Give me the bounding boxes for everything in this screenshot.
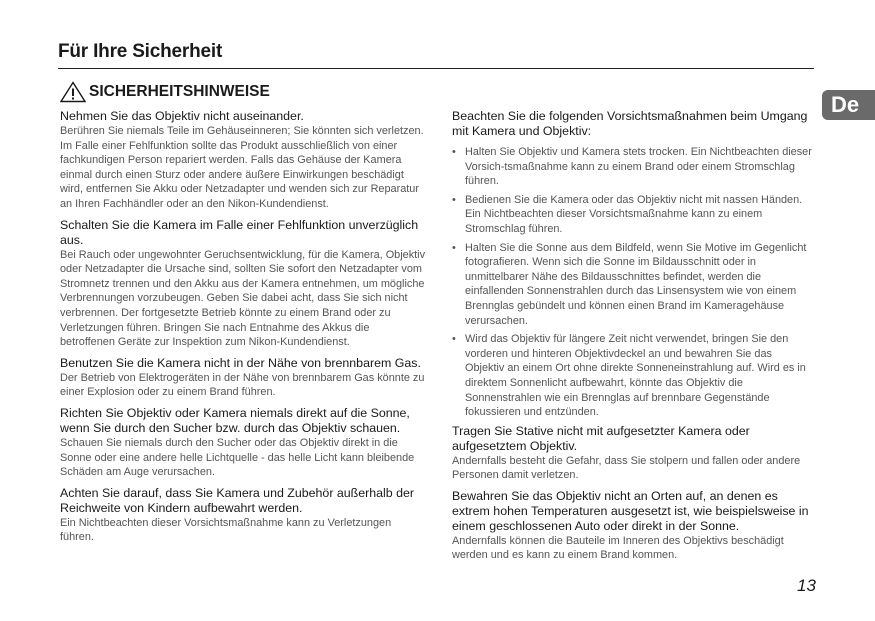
warning-heading: Achten Sie darauf, dass Sie Kamera und Zubehör außerhalb der Reichweite von Kindern aufbewahrt werden. xyxy=(60,485,415,515)
warning-block xyxy=(60,218,426,350)
title-divider xyxy=(58,68,814,69)
warning-body: Bei Rauch oder ungewohnter Geruchsentwicklung, für die Kamera, Objektiv oder Netzadapter die Ursache sind, sollten Sie sofort den Netzadapter vom Stromnetz trennen und den Akku aus der Kamera entnehmen, um mögliche Verbrennungen vorzubeugen. Geben Sie dabei acht, dass Sie sich nicht verbrennen. Der fortgesetzte Betrieb könnte zu einem Brand oder zu Verletzungen führen. Bringen Sie nach Entnahme des Akkus die betroffenen Geräte zur Inspektion zum Nikon-Kundendienst. xyxy=(60,248,426,349)
page-title: Für Ihre Sicherheit xyxy=(58,41,223,62)
warning-heading: Tragen Sie Stative nicht mit aufgesetzter Kamera oder aufgesetztem Objektiv. xyxy=(452,423,750,453)
warning-body: Andernfalls besteht die Gefahr, dass Sie stolpern und fallen oder andere Personen damit verletzen. xyxy=(452,454,801,482)
warning-triangle-icon xyxy=(60,81,86,103)
bullet-icon: • xyxy=(452,146,456,158)
warning-body: Ein Nichtbeachten dieser Vorsichtsmaßnahme kann zu Verletzungen führen. xyxy=(60,516,392,544)
list-item-text: Bedienen Sie die Kamera oder das Objektiv nicht mit nassen Händen. Ein Nichtbeachten dieser Vorsichtsmaßnahme kann zu einem Stromschlag führen. xyxy=(465,193,803,235)
bullet-icon: • xyxy=(452,193,456,206)
section-heading-label: SICHERHEITSHINWEISE xyxy=(89,83,270,100)
warning-block xyxy=(60,356,426,400)
list-item xyxy=(452,193,814,237)
list-item-text: Halten Sie die Sonne aus dem Bildfeld, wenn Sie Motive im Gegenlicht fotografieren. Wenn sich die Sonne im Bildausschnitt oder in unmittelbarer Nähe des Bildausschnittes befindet, werden die einfallenden Sonnenstrahlen durch das Linsensystem wie von einem Brennglas gebündelt und können einen Brand im Kameragehäuse verursachen. xyxy=(465,241,807,327)
page-number: 13 xyxy=(797,576,816,595)
warning-heading: Richten Sie Objektiv oder Kamera niemals direkt auf die Sonne, wenn Sie durch den Sucher bzw. durch das Objektiv schauen. xyxy=(60,405,410,435)
section-heading xyxy=(60,81,270,103)
language-tab: De xyxy=(822,90,875,120)
right-column xyxy=(452,109,814,563)
list-item xyxy=(452,145,814,189)
warning-body: Schauen Sie niemals durch den Sucher oder das Objektiv direkt in die Sonne oder eine andere helle Lichtquelle - das helle Licht kann bleibende Schäden am Auge verursachen. xyxy=(60,436,415,479)
list-item xyxy=(452,332,814,420)
warning-heading: Benutzen Sie die Kamera nicht in der Nähe von brennbarem Gas. xyxy=(60,355,421,370)
warning-heading: Bewahren Sie das Objektiv nicht an Orten auf, an denen es extrem hohen Temperaturen ausgesetzt ist, wie beispielsweise in einem geschlossenen Auto oder direkt in der Sonne. xyxy=(452,488,809,533)
precautions-intro-heading: Beachten Sie die folgenden Vorsichtsmaßnahmen beim Umgang mit Kamera und Objektiv: xyxy=(452,109,808,138)
bullet-icon: • xyxy=(452,241,456,254)
precautions-list xyxy=(452,145,814,420)
warning-heading: Nehmen Sie das Objektiv nicht auseinander. xyxy=(60,109,304,123)
warning-block xyxy=(60,406,426,480)
list-item xyxy=(452,241,814,329)
left-column xyxy=(60,109,426,545)
warning-block xyxy=(452,489,814,563)
list-item-text: Wird das Objektiv für längere Zeit nicht verwendet, bringen Sie den vorderen und hinteren Objektivdeckel an und bewahren Sie das Objektiv an einem Ort ohne direkte Sonneneinstrahlung auf. Wird es in direktem Sonnenlicht aufbewahrt, könnte das Objektiv die Sonnenstrahlen wie ein Brennglas auf brennbare Gegenstände fokussieren und entzünden. xyxy=(465,333,806,419)
bullet-icon: • xyxy=(452,333,456,346)
warning-body: Der Betrieb von Elektrogeräten in der Nähe von brennbarem Gas könnte zu einer Explosion oder zu einem Brand führen. xyxy=(60,371,425,399)
warning-body: Andernfalls können die Bauteile im Inneren des Objektivs beschädigt werden und es kann zu einem Brand kommen. xyxy=(452,534,784,562)
warning-block xyxy=(60,109,426,212)
warning-block xyxy=(452,424,814,483)
warning-body: Berühren Sie niemals Teile im Gehäuseinneren; Sie könnten sich verletzen. Im Falle einer Fehlfunktion sollte das Produkt ausschließlich von einer fachkundigen Person repariert werden. Falls das Gehäuse der Kamera einmal durch einen Sturz oder andere äußere Einwirkungen beschädigt wird, entfernen Sie Akku oder Netzadapter und wenden sich zur Reparatur an Ihren Fachhändler oder an den Nikon-Kundendienst. xyxy=(60,125,424,210)
list-item-text: Halten Sie Objektiv und Kamera stets trocken. Ein Nichtbeachten dieser Vorsich-tsmaßnahme kann zu einem Brand oder einem Stromschlag führen. xyxy=(465,146,812,188)
warning-block xyxy=(60,486,426,545)
warning-heading: Schalten Sie die Kamera im Falle einer Fehlfunktion unverzüglich aus. xyxy=(60,217,419,247)
